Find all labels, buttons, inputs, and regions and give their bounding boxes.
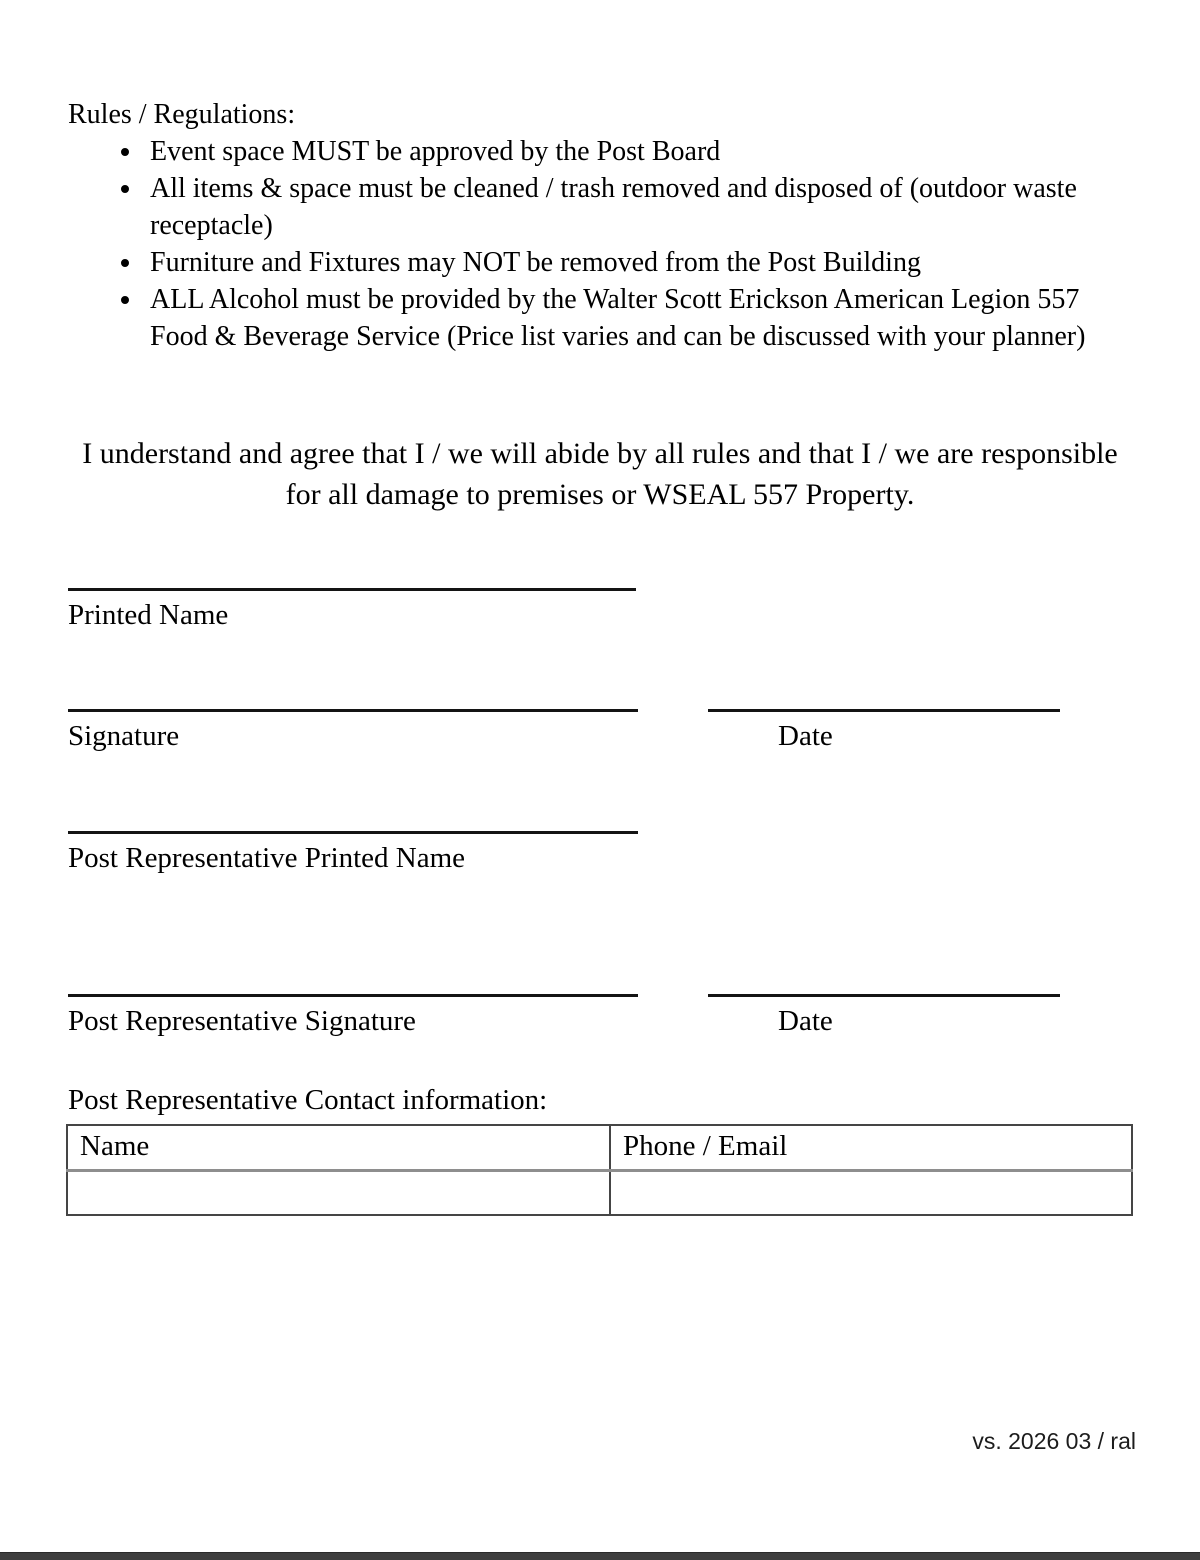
- signature-label: Signature: [68, 720, 180, 752]
- rep-date-line: [708, 994, 1060, 997]
- printed-name-label: Printed Name: [68, 599, 229, 631]
- rules-item: • All items & space must be cleaned / trash removed and disposed of (outdoor waste receptacle): [144, 170, 1136, 244]
- date-line: [708, 709, 1060, 712]
- rep-printed-name-label: Post Representative Printed Name: [68, 842, 466, 874]
- rules-item: • Event space MUST be approved by the Post Board: [144, 133, 1136, 170]
- version-text: vs. 2026 03 / ral: [972, 1428, 1136, 1454]
- rules-heading: Rules / Regulations:: [68, 99, 296, 130]
- contact-table-row: [67, 1171, 1132, 1215]
- rules-item: • ALL Alcohol must be provided by the Walter Scott Erickson American Legion 557 Food & Beverage Service (Price list varies and can be discussed with your planner): [144, 281, 1136, 355]
- signature-line: [68, 709, 638, 712]
- rep-printed-name-line: [68, 831, 638, 834]
- rules-section: [68, 96, 1136, 355]
- contact-col-name: Name: [67, 1125, 610, 1171]
- contact-col-phone-email: Phone / Email: [610, 1125, 1132, 1171]
- contact-table-header-row: [67, 1125, 1132, 1171]
- contact-name-cell: [67, 1171, 610, 1215]
- contact-table: [66, 1124, 1133, 1216]
- contact-heading: Post Representative Contact information:: [68, 1084, 548, 1116]
- rep-date-label: Date: [778, 1005, 833, 1037]
- agreement-statement: I understand and agree that I / we will abide by all rules and that I / we are responsible for all damage to premises or WSEAL 557 Property.: [82, 437, 1118, 511]
- page-edge-bar: [0, 1552, 1200, 1560]
- rep-signature-line: [68, 994, 638, 997]
- rep-signature-label: Post Representative Signature: [68, 1005, 416, 1037]
- contact-phone-email-cell: [610, 1171, 1132, 1215]
- rules-item: • Furniture and Fixtures may NOT be removed from the Post Building: [144, 244, 1136, 281]
- date-label: Date: [778, 720, 833, 752]
- rules-list: [68, 133, 1136, 355]
- printed-name-line: [68, 588, 636, 591]
